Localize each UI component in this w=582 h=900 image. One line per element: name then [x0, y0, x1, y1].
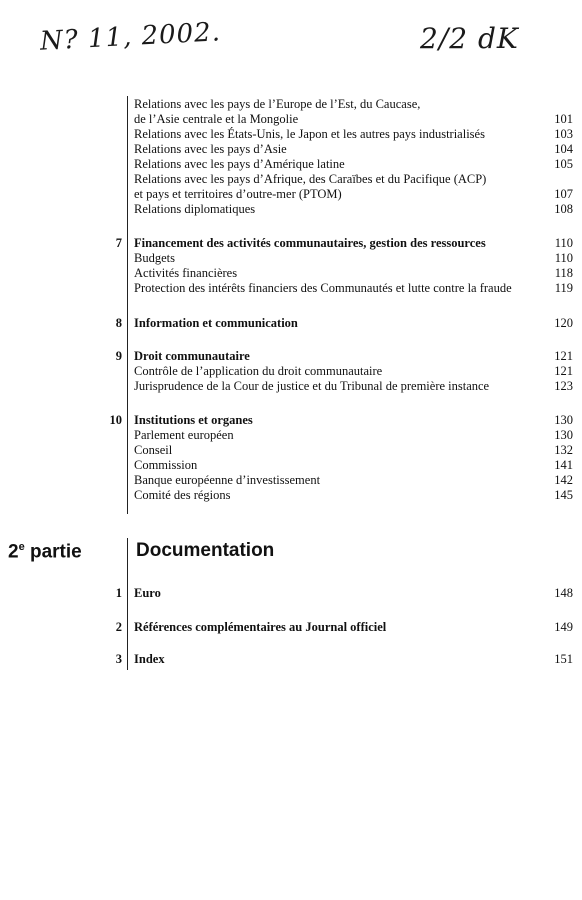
toc-line — [0, 443, 582, 458]
chapter-page: 149 — [554, 620, 573, 634]
toc-line — [0, 428, 582, 443]
chapter-page: 120 — [554, 316, 573, 330]
toc-line-text: Relations avec les pays d’Afrique, des Caraïbes et du Pacifique (ACP) — [134, 172, 487, 186]
chapter-page: 130 — [554, 413, 573, 427]
toc-line-text: Budgets — [134, 251, 175, 265]
toc-line — [0, 97, 582, 112]
toc-line — [0, 142, 582, 157]
toc-line-page: 132 — [554, 443, 573, 457]
toc-line-text: Commission — [134, 458, 198, 472]
chapter-title: Euro — [134, 586, 161, 600]
toc-line — [0, 458, 582, 473]
toc-line — [0, 281, 582, 296]
toc-line-page: 105 — [554, 157, 573, 171]
toc-line-text: Banque européenne d’investissement — [134, 473, 321, 487]
toc-line — [0, 172, 582, 187]
toc-line — [0, 187, 582, 202]
toc-line — [0, 266, 582, 281]
toc-line-text: Protection des intérêts financiers des Communautés et lutte contre la fraude — [134, 281, 512, 295]
toc-line — [0, 112, 582, 127]
chapter-number: 7 — [115, 236, 122, 250]
part-word: partie — [24, 541, 82, 563]
toc-line — [0, 364, 582, 379]
chapter-number: 1 — [115, 586, 122, 600]
toc-line-text: Relations avec les États-Unis, le Japon et les autres pays industrialisés — [134, 127, 485, 141]
chapter-title: Index — [134, 652, 165, 666]
toc-line-text: et pays et territoires d’outre-mer (PTOM) — [134, 187, 342, 201]
toc-line-page: 107 — [554, 187, 573, 201]
handwritten-note-right: 2/2 dK — [420, 22, 519, 55]
chapter-heading — [0, 652, 582, 667]
toc-line-text: Jurisprudence de la Cour de justice et du Tribunal de première instance — [134, 379, 490, 393]
toc-line-text: Relations avec les pays d’Asie — [134, 142, 287, 156]
chapter-heading — [0, 316, 582, 331]
toc-line-page: 142 — [554, 473, 573, 487]
toc-line — [0, 379, 582, 394]
chapter-number: 8 — [115, 316, 122, 330]
toc-line-text: Activités financières — [134, 266, 238, 280]
toc-line-page: 103 — [554, 127, 573, 141]
chapter-number: 2 — [115, 620, 122, 634]
toc-line-text: Contrôle de l’application du droit communautaire — [134, 364, 383, 378]
toc-line-page: 118 — [554, 266, 573, 280]
toc-line — [0, 251, 582, 266]
vertical-rule-part2 — [127, 538, 128, 670]
part-title: Documentation — [136, 540, 275, 561]
toc-line — [0, 488, 582, 503]
toc-line-page: 104 — [554, 142, 573, 156]
chapter-page: 151 — [554, 652, 573, 666]
toc-line-text: Relations diplomatiques — [134, 202, 256, 216]
toc-line-page: 119 — [554, 281, 573, 295]
toc-line — [0, 473, 582, 488]
toc-line-text: Conseil — [134, 443, 173, 457]
chapter-page: 121 — [554, 349, 573, 363]
chapter-title: Références complémentaires au Journal officiel — [134, 620, 387, 634]
chapter-title: Institutions et organes — [134, 413, 253, 427]
toc-line-text: Comité des régions — [134, 488, 231, 502]
toc-line-page: 141 — [554, 458, 573, 472]
toc-line-text: de l’Asie centrale et la Mongolie — [134, 112, 299, 126]
toc-line-page: 110 — [554, 251, 573, 265]
chapter-number: 9 — [115, 349, 122, 363]
toc-line-page: 130 — [554, 428, 573, 442]
toc-line-text: Parlement européen — [134, 428, 234, 442]
toc-line-text: Relations avec les pays d’Amérique latine — [134, 157, 345, 171]
chapter-title: Financement des activités communautaires, gestion des ressources — [134, 236, 486, 250]
chapter-page: 110 — [554, 236, 573, 250]
toc-line-page: 123 — [554, 379, 573, 393]
chapter-heading — [0, 236, 582, 251]
part-label — [8, 541, 82, 563]
toc-line — [0, 202, 582, 217]
chapter-heading — [0, 586, 582, 601]
part-ordinal-suffix: e — [18, 541, 25, 553]
chapter-heading — [0, 349, 582, 364]
toc-line-page: 145 — [554, 488, 573, 502]
chapter-title: Droit communautaire — [134, 349, 250, 363]
part-number: 2 — [8, 541, 19, 563]
toc-line-text: Relations avec les pays de l’Europe de l’Est, du Caucase, — [134, 97, 421, 111]
toc-line-page: 101 — [554, 112, 573, 126]
handwritten-note-left: N? 11, 2002. — [39, 17, 222, 57]
chapter-heading — [0, 620, 582, 635]
chapter-number: 10 — [109, 413, 122, 427]
chapter-title: Information et communication — [134, 316, 298, 330]
toc-line — [0, 157, 582, 172]
toc-line-page: 108 — [554, 202, 573, 216]
chapter-page: 148 — [554, 586, 573, 600]
toc-line — [0, 127, 582, 142]
chapter-number: 3 — [115, 652, 122, 666]
toc-line-page: 121 — [554, 364, 573, 378]
chapter-heading — [0, 413, 582, 428]
